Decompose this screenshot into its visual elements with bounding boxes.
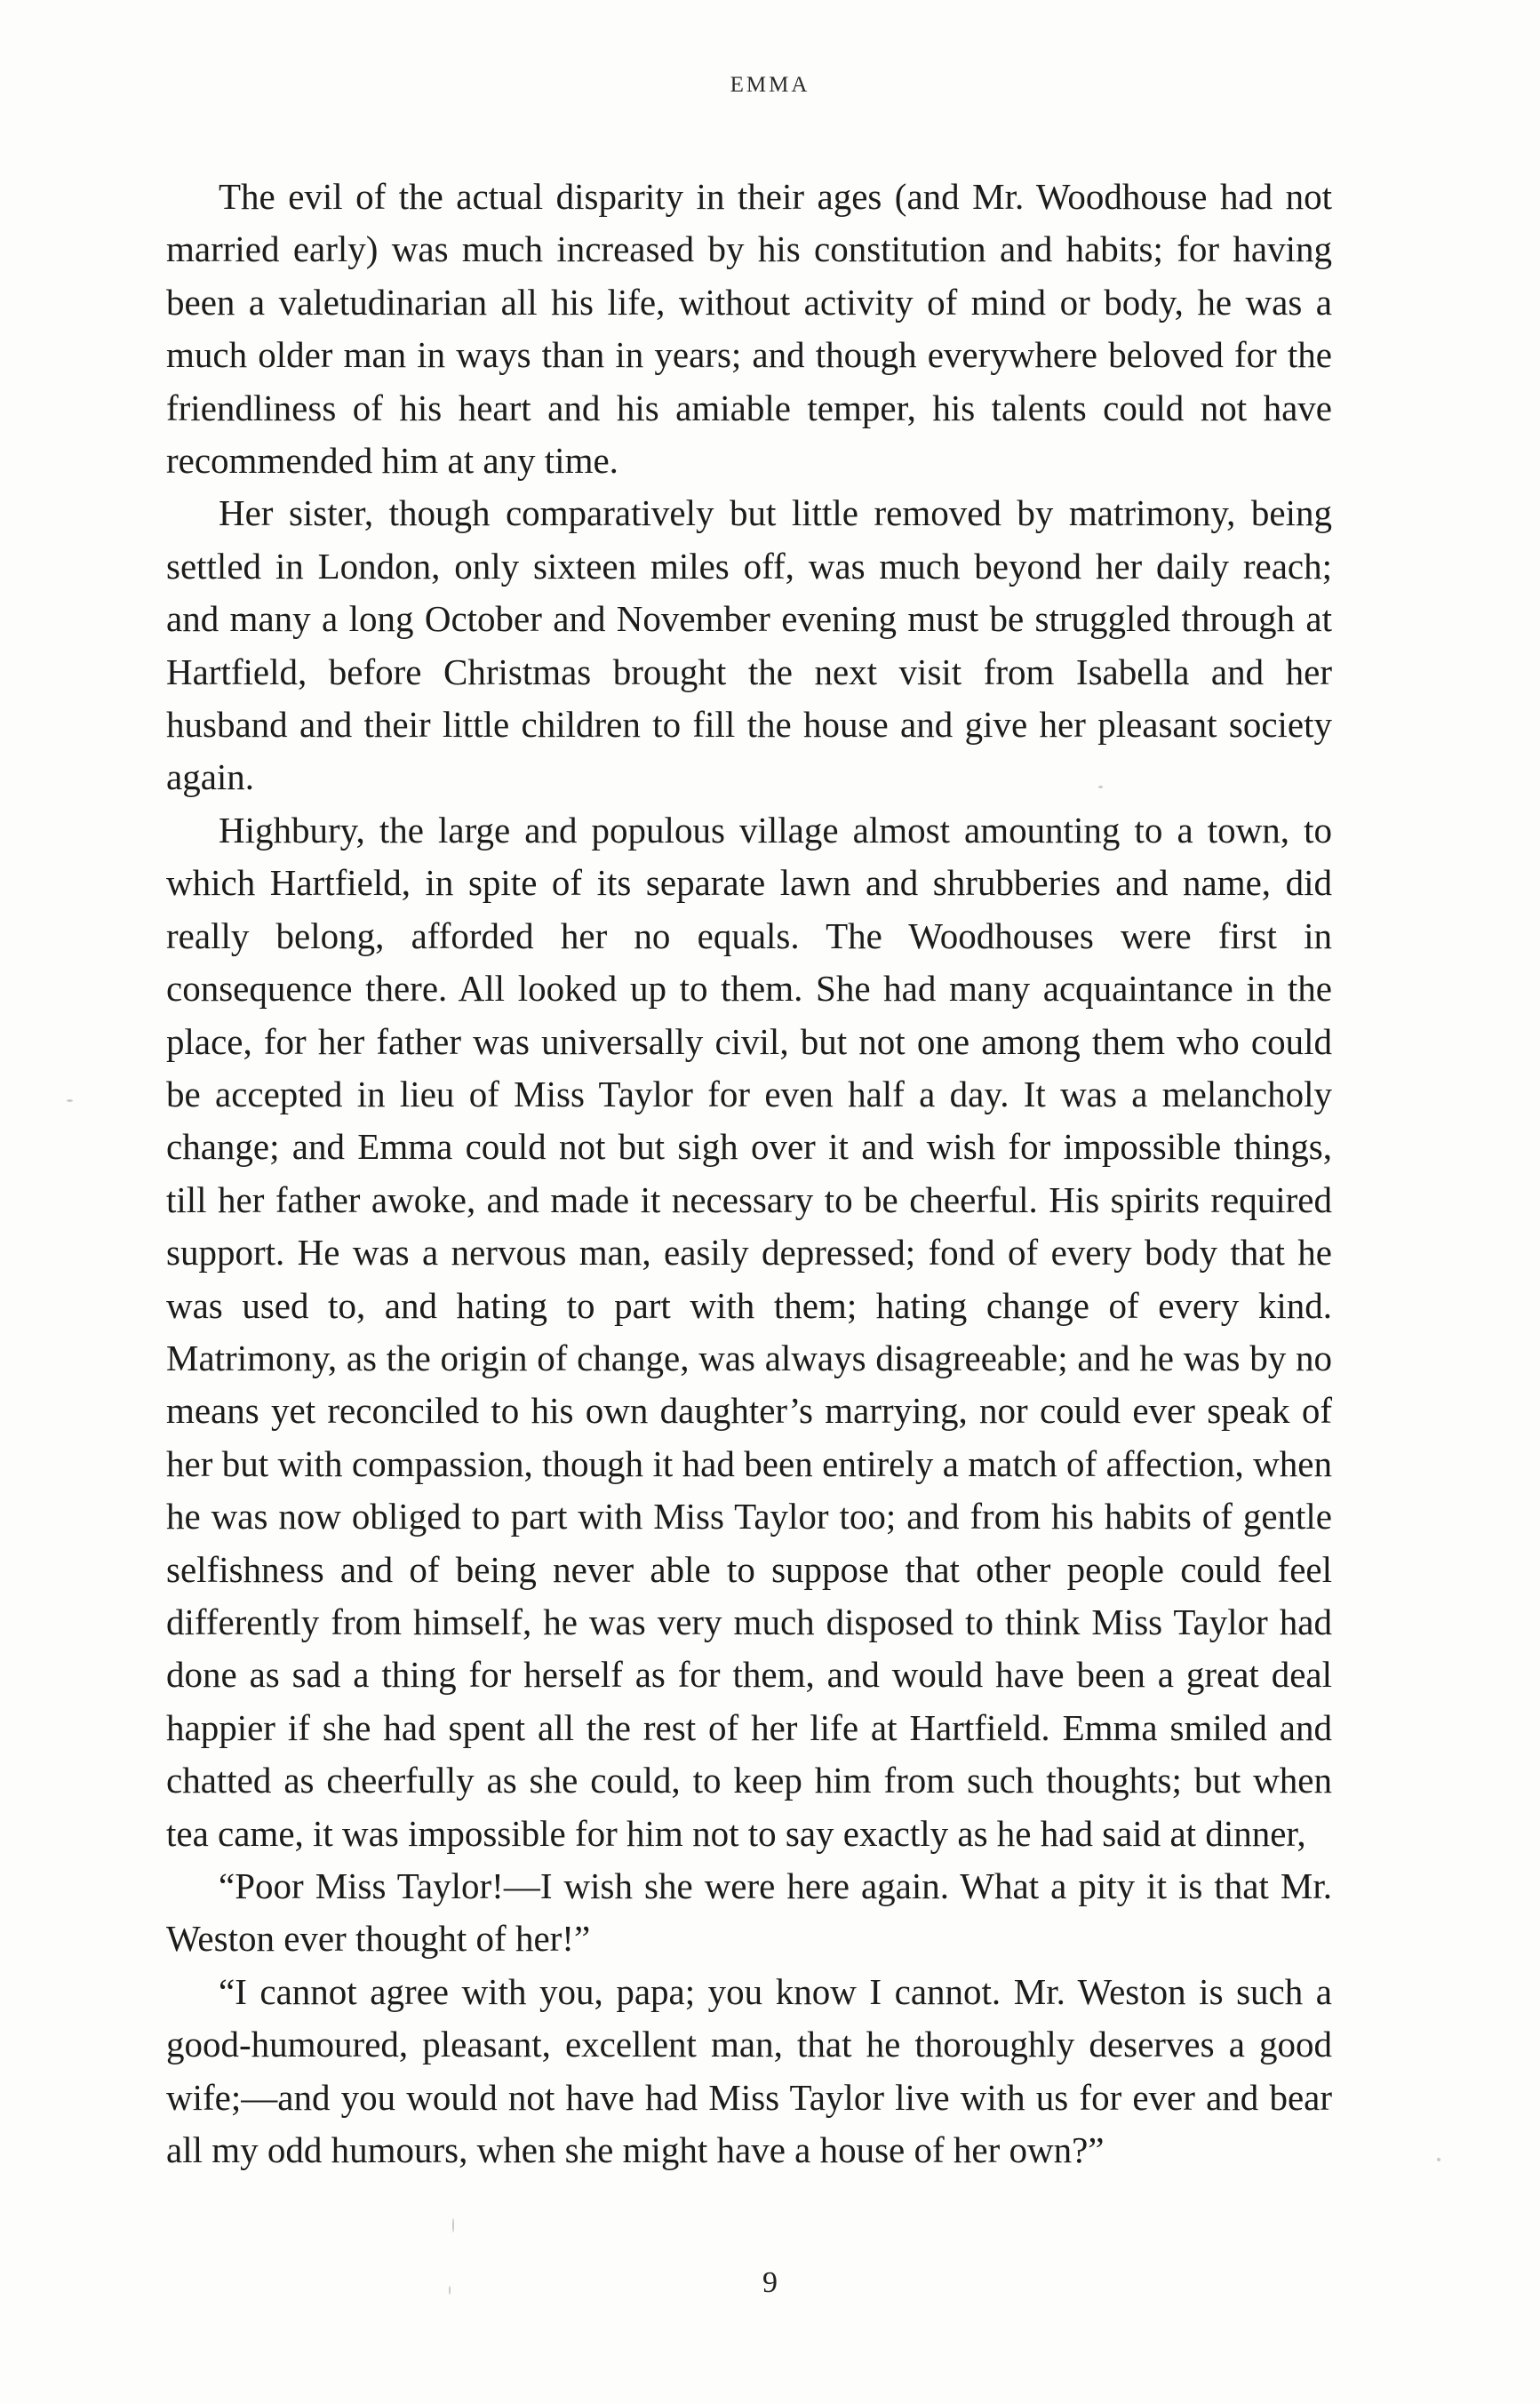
scan-speck bbox=[67, 1099, 73, 1102]
page-number: 9 bbox=[762, 2266, 778, 2299]
scan-speck bbox=[449, 2286, 451, 2295]
running-head: EMMA bbox=[730, 73, 810, 97]
scan-speck bbox=[452, 2218, 454, 2232]
scan-speck bbox=[1098, 786, 1103, 788]
paragraph: “I cannot agree with you, papa; you know I cannot. Mr. Weston is such a good-humoured, pleasant, excellent man, that he thoroughly deserves a good wife;—and you would not have had Miss Taylor live with us for ever and bear all my odd humours, when she might have a house of her own?” bbox=[166, 1970, 1332, 2171]
paragraph: “Poor Miss Taylor!—I wish she were here again. What a pity it is that Mr. Weston ever thought of her!” bbox=[166, 1865, 1332, 1960]
body-text bbox=[166, 171, 1332, 2176]
paragraph: The evil of the actual disparity in their ages (and Mr. Woodhouse had not married early) was much increased by his constitution and habits; for having been a valetudinarian all his life, without activity of mind or body, he was a much older man in ways than in years; and though everywhere beloved for the friendliness of his heart and his amiable temper, his talents could not have recommended him at any time. bbox=[166, 176, 1332, 482]
scan-speck bbox=[1437, 2158, 1440, 2161]
paragraph: Her sister, though comparatively but little removed by matrimony, being settled in London, only sixteen miles off, was much beyond her daily reach; and many a long October and November evening must be struggled through at Hartfield, before Christmas brought the next visit from Isabella and her husband and their little children to fill the house and give her pleasant society again. bbox=[166, 492, 1332, 798]
paragraph: Highbury, the large and populous village almost amounting to a town, to which Hartfield, in spite of its separate lawn and shrubberies and name, did really belong, afforded her no equals. The Woodhouses were first in consequence there. All looked up to them. She had many acquaintance in the place, for her father was universally civil, but not one among them who could be accepted in lieu of Miss Taylor for even half a day. It was a melancholy change; and Emma could not but sigh over it and wish for impossible things, till her father awoke, and made it necessary to be cheerful. His spirits required support. He was a nervous man, easily depressed; fond of every body that he was used to, and hating to part with them; hating change of every kind. Matrimony, as the origin of change, was always disagreeable; and he was by no means yet reconciled to his own daughter’s marrying, nor could ever speak of her but with compassion, though it had been entirely a match of affection, when he was now obliged to part with Miss Taylor too; and from his habits of gentle selfishness and of being never able to suppose that other people could feel differently from himself, he was very much disposed to think Miss Taylor had done as sad a thing for herself as for them, and would have been a great deal happier if she had spent all the rest of her life at Hartfield. Emma smiled and chatted as cheerfully as she could, to keep him from such thoughts; but when tea came, it was impossible for him not to say exactly as he had said at dinner, bbox=[166, 809, 1332, 1854]
